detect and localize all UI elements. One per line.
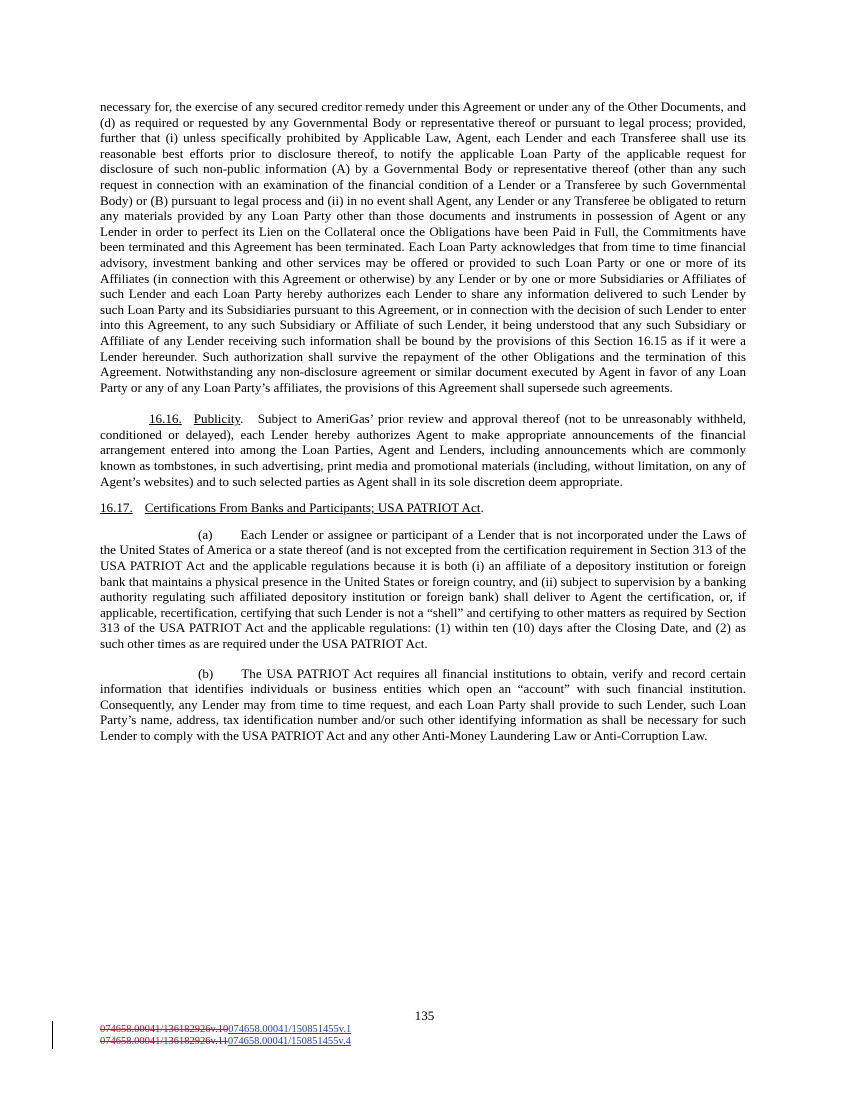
footer-deleted-id-1: 074658.00041/136182926v.10 xyxy=(100,1024,229,1035)
section-16-17-a-label: (a) xyxy=(198,526,213,542)
section-16-16: 16.16. Publicity. Subject to AmeriGas’ prior review and approval thereof (not to be unreasonably withheld, conditioned or delayed), each Lender hereby authorizes Agent to make appropriate announcements of the financial arrangement entered into among the Loan Parties, Agent and Lenders, including announcements which are commonly known as tombstones, in such advertising, print media and promotional materials (including, without limitation, on any of Agent’s websites) and to such selected parties as Agent shall in its sole discretion deem appropriate. xyxy=(100,411,746,489)
section-16-17-b-body: The USA PATRIOT Act requires all financial institutions to obtain, verify and record certain information that identifies individuals or business entities which open an “account” with such financial institution. Consequently, any Lender may from time to time request, and each Loan Party shall provide to such Lender, such Loan Party’s name, address, tax identification number and/or such other identifying information as shall be necessary for such Lender to comply with the USA PATRIOT Act and any other Anti-Money Laundering Law or Anti-Corruption Law. xyxy=(100,665,746,743)
section-16-17-a-body: Each Lender or assignee or participant of a Lender that is not incorporated under the Laws of the United States of America or a state thereof (and is not excepted from the certification requirement in Section 313 of the USA PATRIOT Act and the applicable regulations because it is both (i) an affiliate of a depository institution or foreign bank that maintains a physical presence in the United States or foreign country, and (ii) subject to supervision by a banking authority regulating such affiliated depository institution or foreign bank) shall deliver to Agent the certification, or, if applicable, recertification, certifying that such Lender is not a “shell” and certifying to other matters as required by Section 313 of the USA PATRIOT Act and the applicable regulations: (1) within ten (10) days after the Closing Date, and (2) as such other times as are required under the USA PATRIOT Act. xyxy=(100,526,746,651)
section-16-16-body: Subject to AmeriGas’ prior review and approval thereof (not to be unreasonably withheld, conditioned or delayed), each Lender hereby authorizes Agent to make appropriate announcements of the financial arrangement entered into among the Loan Parties, Agent and Lenders, including announcements which are commonly known as tombstones, in such advertising, print media and promotional materials (including, without limitation, on any of Agent’s websites) and to such selected parties as Agent shall in its sole discretion deem appropriate. xyxy=(100,411,746,489)
footer-line-1 xyxy=(100,1024,351,1036)
document-footer xyxy=(100,1024,351,1048)
section-16-17-b xyxy=(100,666,746,744)
footer-inserted-id-2: 074658.00041/150851455v.4 xyxy=(227,1036,351,1047)
section-16-16-number: 16.16. xyxy=(149,411,182,427)
section-16-17-title: Certifications From Banks and Participants; USA PATRIOT Act xyxy=(144,500,481,516)
section-16-16-title: Publicity xyxy=(193,411,241,427)
footer-inserted-id-1: 074658.00041/150851455v.1 xyxy=(228,1024,352,1035)
page-number: 135 xyxy=(414,1008,435,1023)
section-16-15-continuation: necessary for, the exercise of any secured creditor remedy under this Agreement or under any of the Other Documents, and (d) as required or requested by any Governmental Body or representative thereof or pursuant to legal process; provided, further that (i) unless specifically prohibited by Applicable Law, Agent, each Lender and each Transferee shall use its reasonable best efforts prior to disclosure thereof, to notify the applicable Loan Party of the applicable request for disclosure of such non-public information (A) by a Governmental Body or representative thereof (other than any such request in connection with an examination of the financial condition of a Lender or a Transferee by such Governmental Body) or (B) pursuant to legal process and (ii) in no event shall Agent, any Lender or any Transferee be obligated to return any materials provided by any Loan Party other than those documents and instruments in possession of Agent or any Lender in order to perfect its Lien on the Collateral once the Obligations have been Paid in Full, the Commitments have been terminated and this Agreement has been terminated. Each Loan Party acknowledges that from time to time financial advisory, investment banking and other services may be offered or provided to such Loan Party or one or more of its Affiliates (in connection with this Agreement or otherwise) by any Lender or by one or more Subsidiaries or Affiliates of such Lender and each Loan Party hereby authorizes each Lender to share any information delivered to such Lender by such Loan Party and its Subsidiaries pursuant to this Agreement, or in connection with the decision of such Lender to enter into this Agreement, to any such Subsidiary or Affiliate of such Lender, it being understood that any such Subsidiary or Affiliate of any Lender receiving such information shall be bound by the provisions of this Section 16.15 as if it were a Lender hereunder. Such authorization shall survive the repayment of the other Obligations and the termination of this Agreement. Notwithstanding any non-disclosure agreement or similar document executed by Agent in favor of any Loan Party or any of any Loan Party’s affiliates, the provisions of this Agreement shall supersede such agreements. xyxy=(100,99,746,395)
section-16-17-heading: 16.17. Certifications From Banks and Participants; USA PATRIOT Act. xyxy=(100,500,484,516)
footer-line-2 xyxy=(100,1036,351,1048)
footer-deleted-id-2: 074658.00041/136182926v.11 xyxy=(100,1036,228,1047)
change-bar xyxy=(52,1021,53,1049)
document-page xyxy=(100,99,746,744)
section-16-17-number: 16.17. xyxy=(100,500,133,516)
section-16-17-a xyxy=(100,527,746,652)
section-16-17-b-label: (b) xyxy=(198,665,214,681)
